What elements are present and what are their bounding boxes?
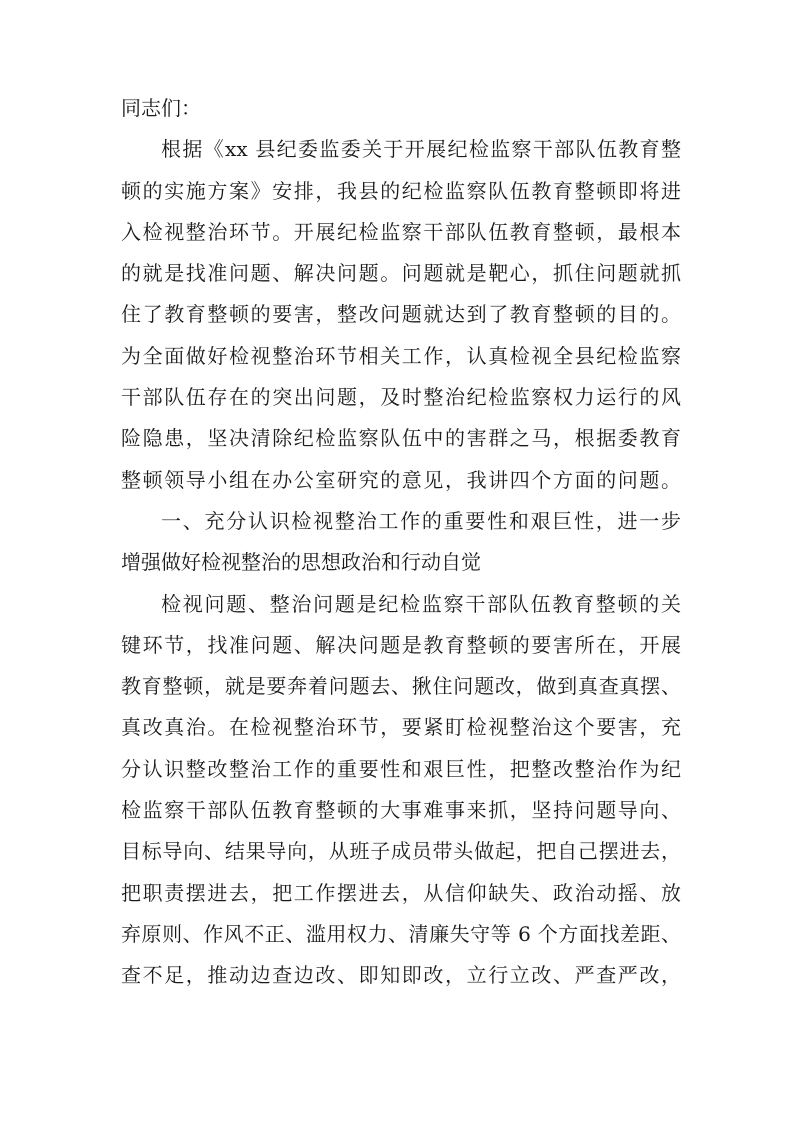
- paragraph-line: 弃原则、作风不正、滥用权力、清廉失守等 6 个方面找差距、: [121, 921, 681, 946]
- paragraph-line: 入检视整治环节。开展纪检监察干部队伍教育整顿，最根本: [121, 219, 681, 244]
- paragraph-line: 检视问题、整治问题是纪检监察干部队伍教育整顿的关: [161, 591, 681, 616]
- paragraph-line: 的就是找准问题、解决问题。问题就是靶心，抓住问题就抓: [121, 261, 681, 286]
- heading-line: 增强做好检视整治的思想政治和行动自觉: [121, 550, 481, 575]
- paragraph-line: 干部队伍存在的突出问题，及时整治纪检监察权力运行的风: [121, 385, 681, 410]
- paragraph-line: 为全面做好检视整治环节相关工作，认真检视全县纪检监察: [121, 343, 681, 368]
- heading-line: 一、充分认识检视整治工作的重要性和艰巨性，进一步: [161, 508, 681, 533]
- section-heading-1: [121, 501, 681, 584]
- paragraph-line: 把职责摆进去，把工作摆进去，从信仰缺失、政治动摇、放: [121, 880, 681, 905]
- paragraph-line: 整顿领导小组在办公室研究的意见，我讲四个方面的问题。: [121, 467, 681, 492]
- paragraph-line: 检监察干部队伍教育整顿的大事难事来抓，坚持问题导向、: [121, 798, 681, 823]
- greeting: 同志们：: [121, 96, 201, 120]
- document-page: [121, 88, 681, 997]
- paragraph-line: 目标导向、结果导向，从班子成员带头做起，把自己摆进去，: [121, 839, 681, 864]
- paragraph-line: 查不足，推动边查边改、即知即改，立行立改、严查严改，: [121, 963, 681, 988]
- paragraph-line: 教育整顿，就是要奔着问题去、揪住问题改，做到真查真摆、: [121, 674, 681, 699]
- paragraph-line: 键环节，找准问题、解决问题是教育整顿的要害所在，开展: [121, 632, 681, 657]
- paragraph-line: 真改真治。在检视整治环节，要紧盯检视整治这个要害，充: [121, 715, 681, 740]
- paragraph-line: 分认识整改整治工作的重要性和艰巨性，把整改整治作为纪: [121, 756, 681, 781]
- paragraph-line: 顿的实施方案》安排，我县的纪检监察队伍教育整顿即将进: [121, 178, 681, 203]
- paragraph-line: 险隐患，坚决清除纪检监察队伍中的害群之马，根据委教育: [121, 426, 681, 451]
- paragraph-section-1: [121, 584, 681, 997]
- paragraph-line: 根据《xx 县纪委监委关于开展纪检监察干部队伍教育整: [161, 137, 681, 162]
- paragraph-line: 住了教育整顿的要害，整改问题就达到了教育整顿的目的。: [121, 302, 681, 327]
- paragraph-intro: [121, 129, 681, 501]
